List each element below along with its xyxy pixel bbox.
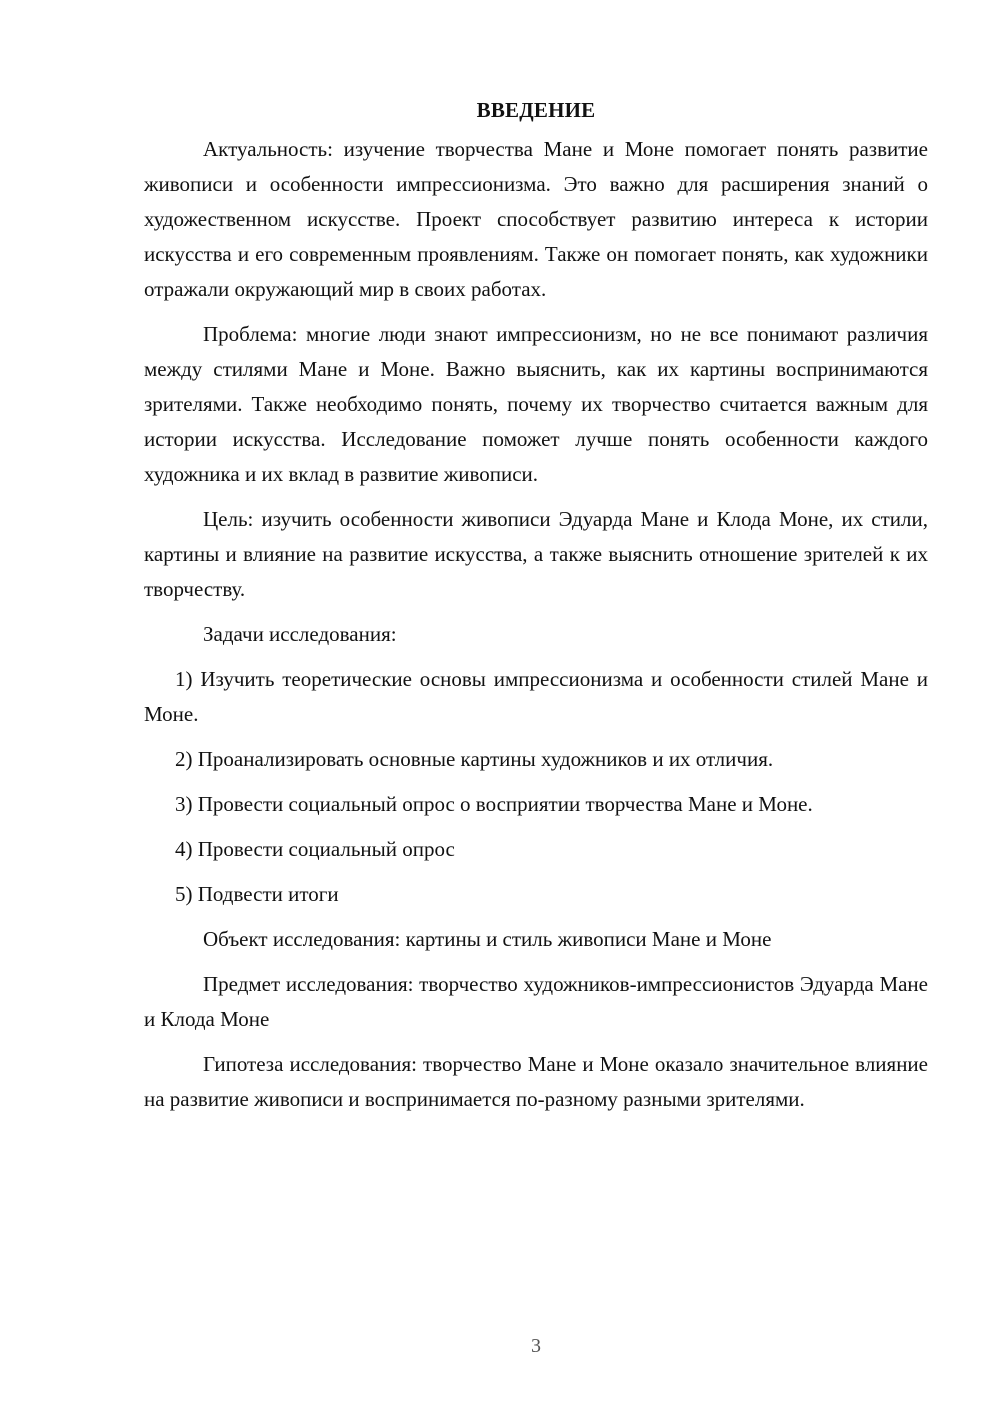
object-paragraph: Объект исследования: картины и стиль живописи Мане и Моне [203, 927, 772, 951]
task-item-1: 1) Изучить теоретические основы импрессионизма и особенности стилей Мане и Моне. [144, 667, 928, 726]
task-item-5: 5) Подвести итоги [175, 882, 339, 906]
goal-paragraph: Цель: изучить особенности живописи Эдуарда Мане и Клода Моне, их стили, картины и влияние на развитие искусства, а также выяснить отношение зрителей к их творчеству. [144, 507, 928, 601]
subject-paragraph: Предмет исследования: творчество художников-импрессионистов Эдуарда Мане и Клода Моне [144, 972, 928, 1031]
relevance-paragraph: Актуальность: изучение творчества Мане и Моне помогает понять развитие живописи и особенности импрессионизма. Это важно для расширения знаний о художественном искусстве. Проект способствует развитию интереса к истории искусства и его современным проявлениям. Также он помогает понять, как художники отражали окружающий мир в своих работах. [144, 137, 928, 301]
document-page [144, 96, 928, 1127]
section-title: ВВЕДЕНИЕ [476, 98, 596, 122]
page-number: 3 [531, 1335, 541, 1357]
hypothesis-paragraph: Гипотеза исследования: творчество Мане и Моне оказало значительное влияние на развитие живописи и воспринимается по-разному разными зрителями. [144, 1052, 928, 1111]
task-item-3: 3) Провести социальный опрос о восприятии творчества Мане и Моне. [175, 792, 813, 816]
task-item-2: 2) Проанализировать основные картины художников и их отличия. [175, 747, 774, 771]
tasks-heading: Задачи исследования: [203, 622, 397, 646]
problem-paragraph: Проблема: многие люди знают импрессионизм, но не все понимают различия между стилями Мане и Моне. Важно выяснить, как их картины воспринимаются зрителями. Также необходимо понять, почему их творчество считается важным для истории искусства. Исследование поможет лучше понять особенности каждого художника и их вклад в развитие живописи. [144, 322, 928, 486]
task-item-4: 4) Провести социальный опрос [175, 837, 455, 861]
